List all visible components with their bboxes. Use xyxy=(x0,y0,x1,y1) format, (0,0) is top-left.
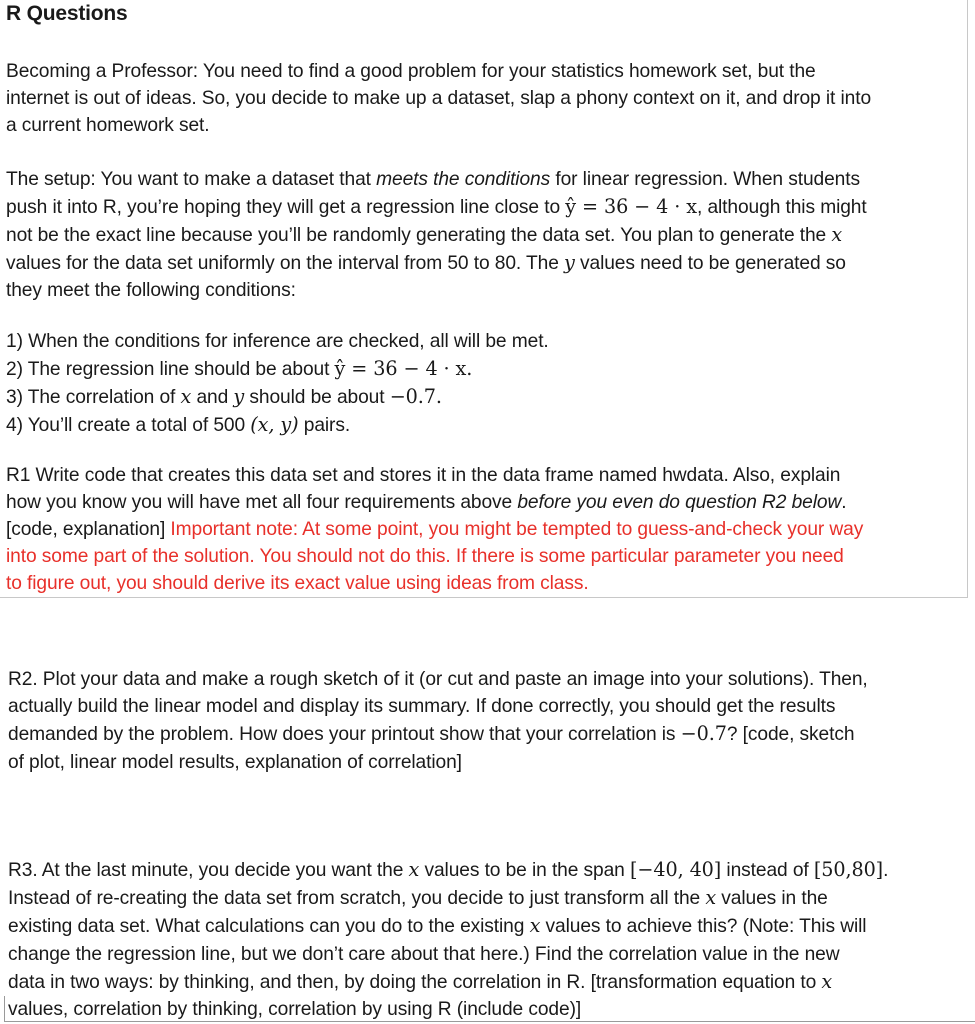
condition-1: 1) When the conditions for inference are checked, all will be met. xyxy=(6,331,549,352)
r1-line-1: R1 Write code that creates this data set and stores it in the data frame named hwdata. Also, explain xyxy=(6,465,841,486)
intro-line-2: internet is out of ideas. So, you decide to make up a dataset, slap a phony context on it, and drop it into xyxy=(6,88,872,109)
intro-paragraph xyxy=(6,58,871,139)
setup-paragraph xyxy=(6,166,867,304)
questions-box-lower xyxy=(0,598,975,1024)
r3-line-2: Instead of re-creating the data set from scratch, you decide to just transform all the x values in the xyxy=(8,886,828,910)
r1-line-4: into some part of the solution. You should not do this. If there is some particular parameter you need xyxy=(6,546,844,567)
equation: ŷ = 36 − 4 · x xyxy=(565,195,697,218)
r1-line-2: how you know you will have met all four requirements above before you even do question R2 below. xyxy=(6,492,847,513)
r3-line-4: change the regression line, but we don’t care about that here.) Find the correlation value in the new xyxy=(8,943,840,965)
condition-3: 3) The correlation of x and y should be about −0.7. xyxy=(6,385,442,408)
question-r2 xyxy=(8,666,868,776)
r2-line-3: demanded by the problem. How does your printout show that your correlation is −0.7? [code, sketch xyxy=(8,722,855,746)
question-r1 xyxy=(6,462,863,597)
left-border xyxy=(4,996,5,1022)
important-note: Important note: At some point, you might be tempted to guess-and-check your way xyxy=(170,519,864,540)
r3-line-6: values, correlation by thinking, correlation by using R (include code)] xyxy=(8,999,582,1021)
condition-2: 2) The regression line should be about ŷ = 36 − 4 · x. xyxy=(6,357,473,380)
r2-line-1: R2. Plot your data and make a rough sketch of it (or cut and paste an image into your solutions). Then, xyxy=(8,669,868,690)
setup-line-3: not be the exact line because you’ll be randomly generating the data set. You plan to generate the x xyxy=(6,223,843,246)
r1-line-5: to figure out, you should derive its exact value using ideas from class. xyxy=(6,573,589,594)
bottom-border xyxy=(5,1021,975,1022)
intro-line-3: a current homework set. xyxy=(6,115,210,136)
intro-line-1: Becoming a Professor: You need to find a good problem for your statistics homework set, but the xyxy=(6,61,816,82)
r2-line-4: of plot, linear model results, explanation of correlation] xyxy=(8,751,462,773)
setup-line-5: they meet the following conditions: xyxy=(6,280,296,301)
page-title: R Questions xyxy=(6,2,128,25)
setup-line-2: push it into R, you’re hoping they will get a regression line close to ŷ = 36 − 4 · x, although this might xyxy=(6,195,867,218)
conditions-list xyxy=(6,328,549,439)
r1-line-3: [code, explanation] Important note: At some point, you might be tempted to guess-and-check your way xyxy=(6,519,864,540)
r3-line-5: data in two ways: by thinking, and then, by doing the correlation in R. [transformation equation to x xyxy=(8,969,833,993)
r3-line-3: existing data set. What calculations can you do to the existing x values to achieve this? (Note: This will xyxy=(8,914,867,938)
setup-line-1: The setup: You want to make a dataset that meets the conditions for linear regression. When students xyxy=(6,169,860,190)
question-r3 xyxy=(8,856,888,1023)
r3-line-1: R3. At the last minute, you decide you want the x values to be in the span [−40, 40] instead of [50,80]. xyxy=(8,858,889,881)
setup-line-4: values for the data set uniformly on the interval from 50 to 80. The y values need to be generated so xyxy=(6,251,846,274)
r2-line-2: actually build the linear model and display its summary. If done correctly, you should get the results xyxy=(8,696,836,718)
condition-4: 4) You’ll create a total of 500 (x, y) pairs. xyxy=(6,413,351,436)
